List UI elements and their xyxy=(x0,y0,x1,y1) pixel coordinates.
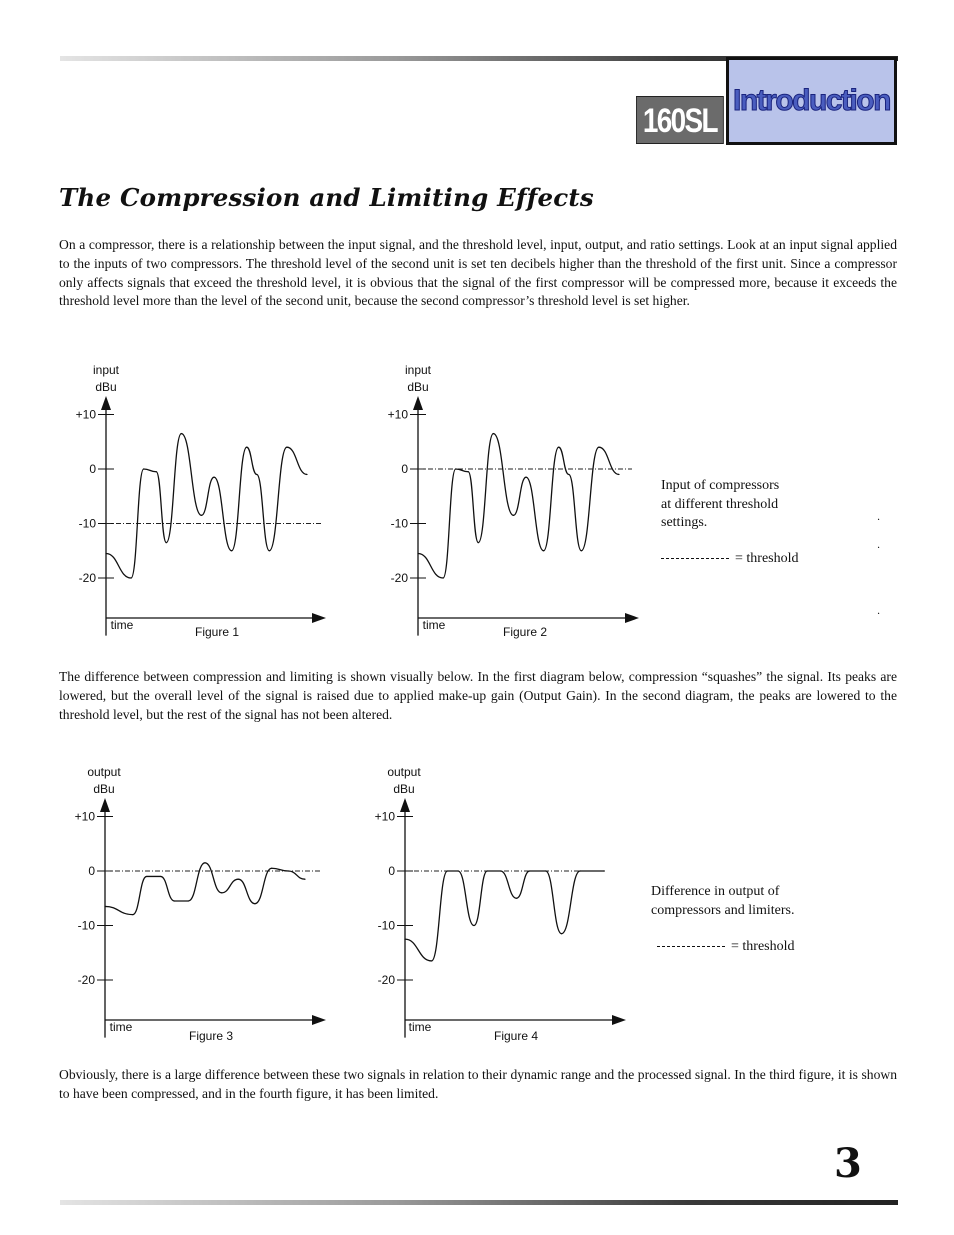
fig4-x-arrow xyxy=(612,1015,626,1025)
fig4-point-1 xyxy=(431,960,432,961)
fig3-point-8 xyxy=(238,879,239,880)
fig2-point-6 xyxy=(513,515,514,516)
stray-mark-3: · xyxy=(877,609,881,620)
fig4-ylabel-line-2: dBu xyxy=(393,782,415,796)
fig4-point-0 xyxy=(404,939,405,940)
fig1-point-12 xyxy=(286,447,287,448)
fig2-xlabel: time xyxy=(422,618,446,632)
fig1-ylabel-line-1: input xyxy=(92,363,120,377)
fig1-x-arrow xyxy=(312,613,326,623)
fig2-point-0 xyxy=(417,553,418,554)
fig2-point-11 xyxy=(581,550,582,551)
fig3-tick-label-3: -20 xyxy=(77,973,95,987)
fig4-title: Figure 4 xyxy=(493,1029,539,1043)
paragraph-conclusion: Obviously, there is a large difference between these two signals in relation to their dynamic range and the processed signal. In the third figure, it is shown to have been compressed, and in the fourth figure, it has been limited. xyxy=(59,1067,897,1101)
fig2-y-arrow xyxy=(413,396,423,410)
fig3-tick-label-1: 0 xyxy=(88,864,95,878)
fig2-point-7 xyxy=(525,477,526,478)
fig3-point-12 xyxy=(304,879,305,880)
fig3-ylabel-line-2: dBu xyxy=(93,782,115,796)
legend-top xyxy=(661,550,799,569)
fig1-point-6 xyxy=(201,515,202,516)
legend-top-dash xyxy=(661,558,729,559)
fig2-point-3 xyxy=(468,471,469,472)
fig4-point-9 xyxy=(545,870,546,871)
fig4-tick-label-2: -10 xyxy=(377,918,395,933)
fig2-point-8 xyxy=(543,550,544,551)
fig2-point-5 xyxy=(493,433,494,434)
fig3-point-7 xyxy=(221,892,222,893)
page-number: 3 xyxy=(834,1140,862,1187)
fig1-point-8 xyxy=(231,550,232,551)
fig2-point-2 xyxy=(455,468,456,469)
fig3-point-5 xyxy=(188,900,189,901)
legend-top-label: = threshold xyxy=(735,551,799,566)
fig1-point-3 xyxy=(156,471,157,472)
fig4-point-12 xyxy=(603,870,604,871)
fig1-signal-line xyxy=(106,434,307,578)
legend-bottom xyxy=(657,938,795,957)
note-bottom xyxy=(651,883,794,920)
stray-mark-2: · xyxy=(877,543,881,554)
fig2-point-4 xyxy=(478,542,479,543)
fig1-point-2 xyxy=(143,468,144,469)
fig3-y-arrow xyxy=(100,798,110,812)
fig4-ylabel-line-1: output xyxy=(387,765,421,779)
fig2-point-12 xyxy=(598,447,599,448)
fig3-tick-label-0: +10 xyxy=(74,809,95,824)
fig4-tick-label-3: -20 xyxy=(377,973,395,987)
fig4-y-arrow xyxy=(400,798,410,812)
fig2-point-10 xyxy=(568,474,569,475)
fig3-point-10 xyxy=(271,868,272,869)
fig1-point-5 xyxy=(181,433,182,434)
legend-bottom-dash xyxy=(657,946,725,947)
fig3-point-1 xyxy=(132,914,133,915)
fig3-point-4 xyxy=(174,900,175,901)
fig2-signal-line xyxy=(418,434,619,578)
fig2-tick-label-0: +10 xyxy=(387,407,408,422)
fig1-tick-label-3: -20 xyxy=(78,571,96,585)
fig1-point-10 xyxy=(256,474,257,475)
fig4-point-5 xyxy=(487,870,488,871)
fig1-y-arrow xyxy=(101,396,111,410)
note-top-line-1: Input of compressors xyxy=(661,478,780,493)
fig4-point-3 xyxy=(457,870,458,871)
fig1-point-7 xyxy=(213,477,214,478)
section-label: Introduction xyxy=(733,84,890,117)
fig3-point-0 xyxy=(104,906,105,907)
fig1-ylabel-line-2: dBu xyxy=(95,380,117,394)
note-top-line-3: settings. xyxy=(661,515,708,530)
stray-mark-1: · xyxy=(877,515,881,526)
fig2-tick-label-2: -10 xyxy=(390,516,408,531)
fig2-x-arrow xyxy=(625,613,639,623)
fig1-point-11 xyxy=(269,550,270,551)
fig3-x-arrow xyxy=(312,1015,326,1025)
model-badge: 160SL xyxy=(636,96,724,144)
fig3-point-9 xyxy=(254,903,255,904)
legend-bottom-label: = threshold xyxy=(731,939,795,954)
fig4-tick-label-0: +10 xyxy=(374,809,395,824)
fig4-point-6 xyxy=(500,870,501,871)
note-bottom-line-2: compressors and limiters. xyxy=(651,902,795,918)
fig2-title: Figure 2 xyxy=(502,625,548,639)
fig4-point-2 xyxy=(447,870,448,871)
fig3-tick-label-2: -10 xyxy=(77,918,95,933)
fig3-title: Figure 3 xyxy=(188,1029,234,1043)
fig1-title: Figure 1 xyxy=(194,625,240,639)
fig3-ylabel-line-1: output xyxy=(87,765,121,779)
page-title: The Compression and Limiting Effects xyxy=(59,183,594,212)
fig4-xlabel: time xyxy=(408,1020,432,1034)
note-top xyxy=(661,477,779,533)
fig1-tick-label-1: 0 xyxy=(89,462,96,476)
fig1-point-4 xyxy=(166,542,167,543)
fig2-ylabel-line-2: dBu xyxy=(407,380,429,394)
fig1-point-1 xyxy=(131,577,132,578)
fig4-signal-line xyxy=(405,871,604,961)
fig3-point-3 xyxy=(160,876,161,877)
fig4-point-10 xyxy=(561,933,562,934)
fig3-point-6 xyxy=(204,862,205,863)
fig2-point-13 xyxy=(618,474,619,475)
fig3-point-11 xyxy=(288,870,289,871)
fig1-xlabel: time xyxy=(110,618,134,632)
footer-rule xyxy=(60,1200,898,1205)
fig4-tick-label-1: 0 xyxy=(388,864,395,878)
fig3-point-2 xyxy=(146,876,147,877)
fig3-xlabel: time xyxy=(109,1020,133,1034)
note-top-line-2: at different threshold xyxy=(661,496,779,512)
note-bottom-line-1: Difference in output of xyxy=(651,884,780,899)
fig1-point-0 xyxy=(105,553,106,554)
fig4-point-11 xyxy=(580,870,581,871)
fig2-tick-label-1: 0 xyxy=(401,462,408,476)
fig1-point-13 xyxy=(306,474,307,475)
fig1-point-9 xyxy=(246,447,247,448)
fig2-tick-label-3: -20 xyxy=(390,571,408,585)
fig1-tick-label-0: +10 xyxy=(75,407,96,422)
paragraph-difference: The difference between compression and limiting is shown visually below. In the first diagram below, compression “squashes” the signal. Its peaks are lowered, but the overall level of the signal is raised due to applied make-up gain (Output Gain). In the second diagram, the peaks are lowered to the threshold level, but the rest of the signal has not been altered. xyxy=(59,669,897,722)
fig4-point-4 xyxy=(473,925,474,926)
paragraph-intro: On a compressor, there is a relationship between the input signal, and the threshold level, input, output, and ratio settings. Look at an input signal applied to the inputs of two compressors. The threshold level of the second unit is set ten decibels higher than the threshold of the first unit. Since a compressor only affects signals that exceed the threshold level, it is obvious that the signal of the first compressor will be compressed more, because it exceeds the threshold level more than the level of the second unit, because the second compressor’s threshold level is set higher. xyxy=(59,237,897,309)
fig2-point-9 xyxy=(558,447,559,448)
fig4-point-7 xyxy=(516,898,517,899)
fig1-tick-label-2: -10 xyxy=(78,516,96,531)
fig4-point-8 xyxy=(529,870,530,871)
fig2-point-1 xyxy=(443,577,444,578)
fig2-ylabel-line-1: input xyxy=(404,363,432,377)
